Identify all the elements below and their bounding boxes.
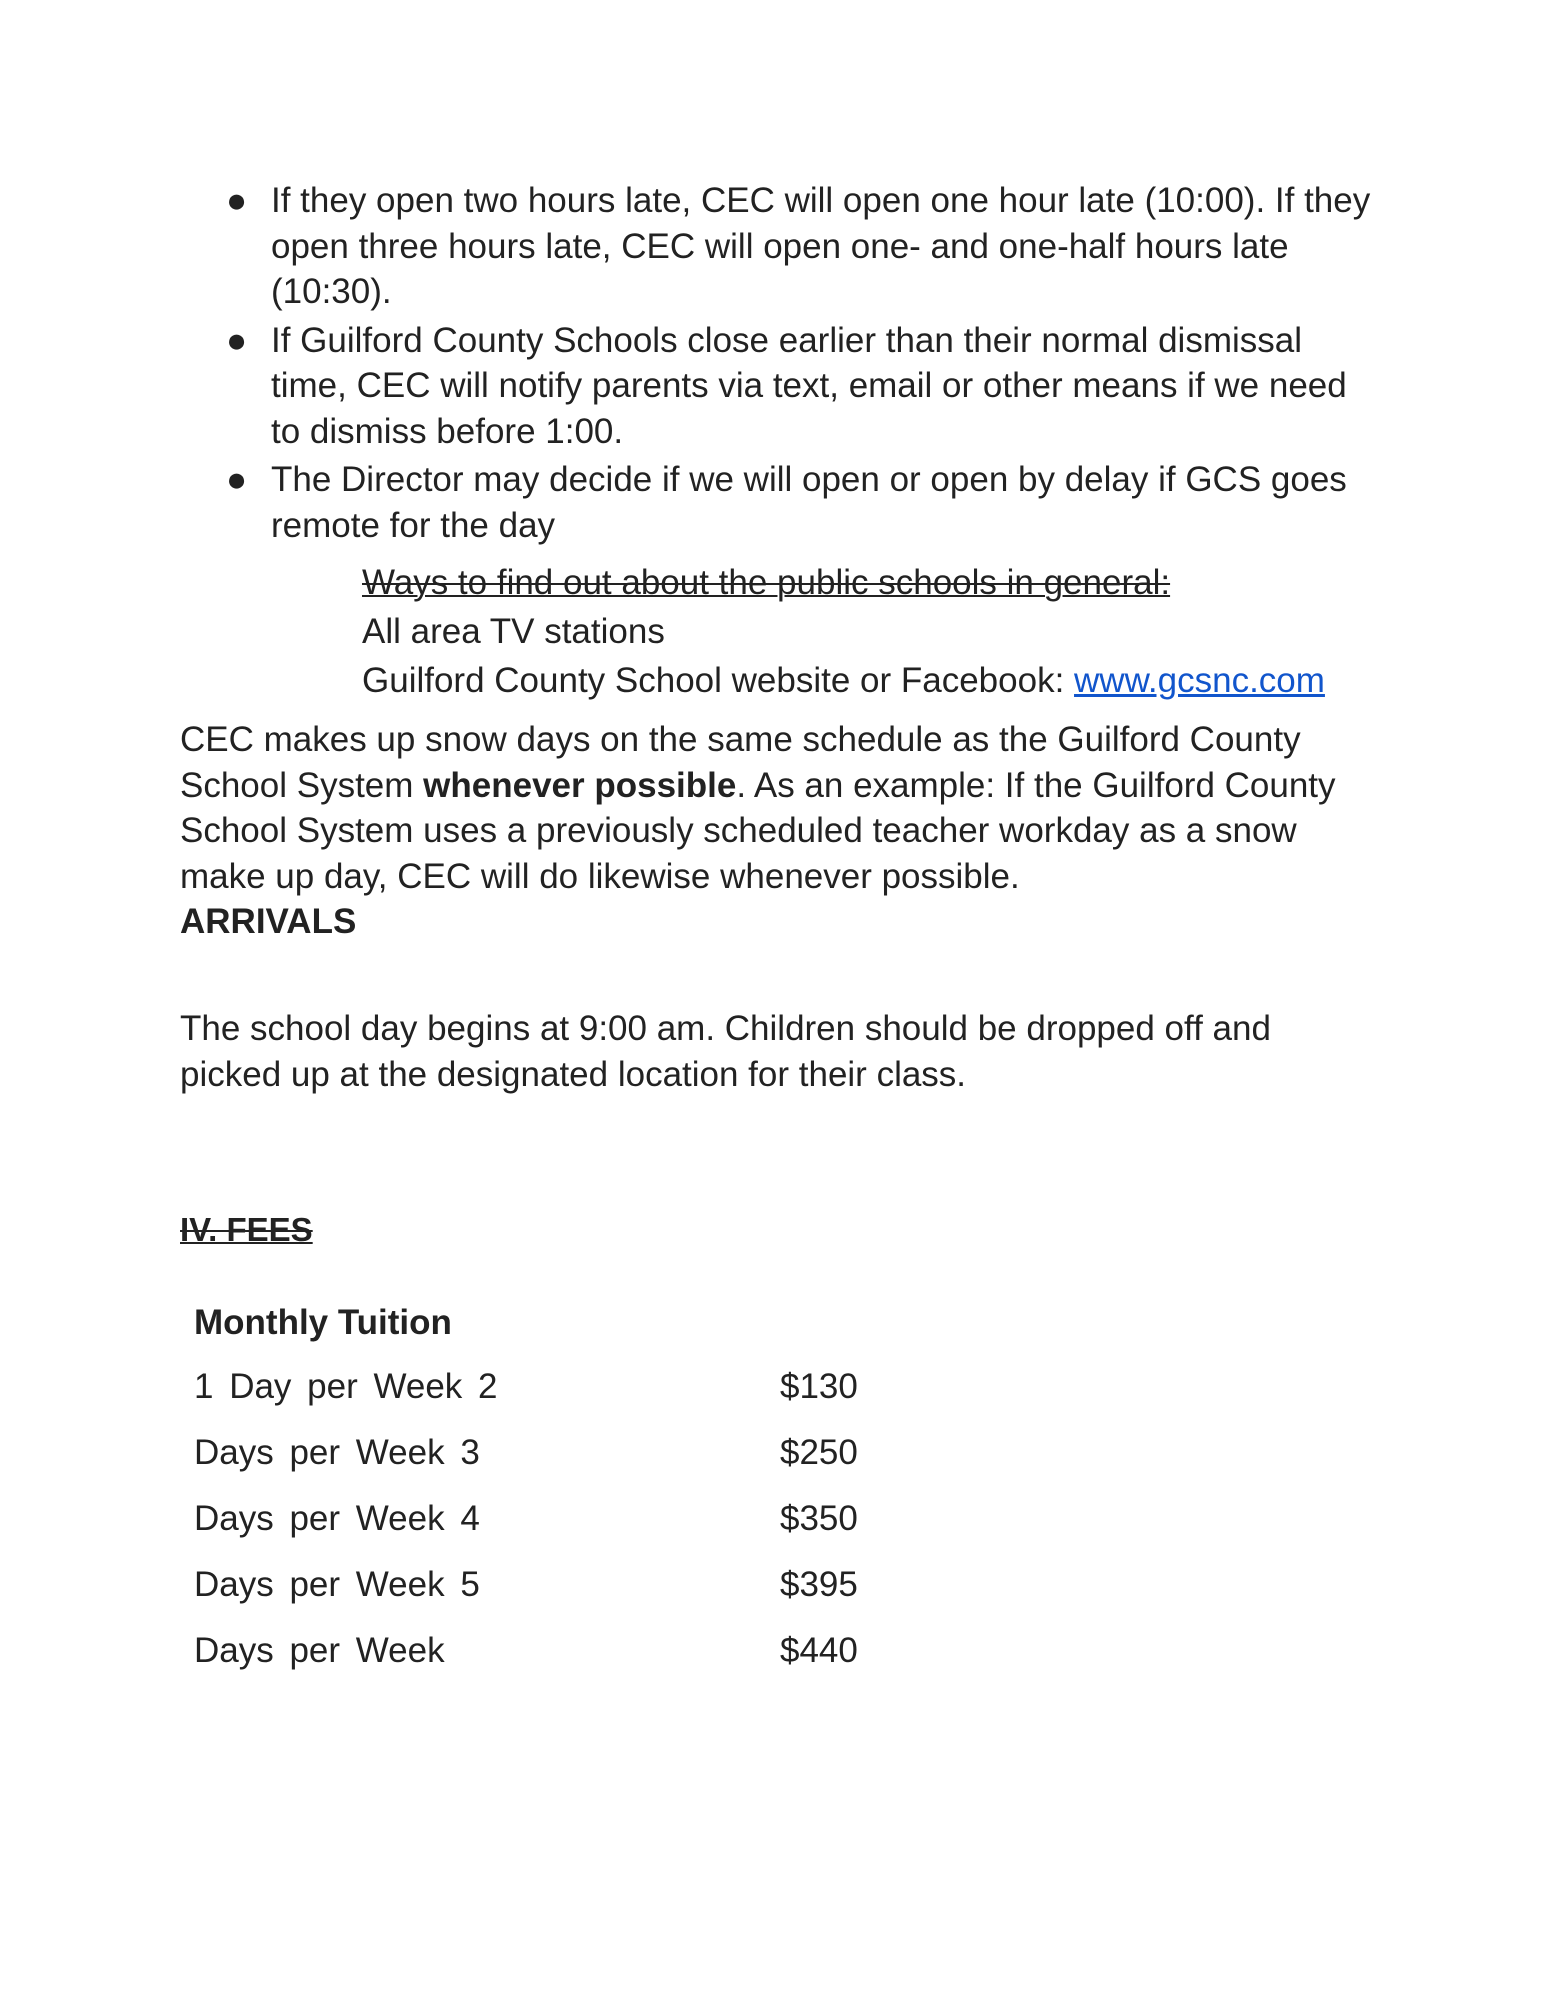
bullet-text: If Guilford County Schools close earlier than their normal dismissal time, CEC will notify parents via text, email or other means if we need to dismiss before 1:00. [271,320,1347,451]
fee-amount: $440 [780,1631,858,1670]
bullet-text: The Director may decide if we will open or open by delay if GCS goes remote for the day [271,460,1347,545]
fees-heading: IV. FEES [180,1211,313,1248]
table-row [194,1564,894,1630]
fee-amount: $250 [780,1433,858,1472]
website-prefix: Guilford County School website or Facebook: [362,661,1075,700]
fee-label: Days per Week 3 [194,1433,480,1472]
list-item [226,457,1376,548]
gcsnc-link[interactable]: www.gcsnc.com [1074,661,1325,700]
fee-label: 1 Day per Week 2 [194,1367,498,1406]
bullet-icon: ● [226,181,248,220]
list-item [226,318,1376,455]
table-row [194,1630,894,1696]
arrivals-paragraph: The school day begins at 9:00 am. Children should be dropped off and picked up at the designated location for their class. [180,1009,1271,1094]
tuition-table [194,1366,894,1696]
list-item [226,178,1376,315]
table-row [194,1498,894,1564]
snow-text-part1: CEC makes up snow days on the same schedule as the Guilford County School System [180,720,1301,805]
snow-text-part2: . As an example: If the Guilford County School System uses a previously scheduled teacher workday as a snow make up day, CEC will do likewise whenever possible. [180,765,1336,896]
bullet-text: If they open two hours late, CEC will open one hour late (10:00). If they open three hours late, CEC will open one- and one-half hours late (10:30). [271,181,1371,311]
table-row [194,1366,894,1432]
fee-amount: $350 [780,1499,858,1538]
website-line [362,656,1462,705]
ways-heading: Ways to find out about the public schools in general: [362,563,1171,602]
fee-amount: $395 [780,1565,858,1604]
fee-label: Days per Week [194,1631,445,1670]
snow-text-bold: whenever possible [423,765,737,805]
delay-bullet-list [226,178,1376,551]
public-school-info [362,558,1462,705]
monthly-tuition-heading: Monthly Tuition [194,1303,452,1342]
arrivals-heading: ARRIVALS [180,902,357,941]
fee-label: Days per Week 4 [194,1499,480,1538]
fee-amount: $130 [780,1367,858,1406]
fee-label: Days per Week 5 [194,1565,480,1604]
tv-stations-text: All area TV stations [362,612,665,651]
bullet-icon: ● [226,320,248,360]
table-row [194,1432,894,1498]
bullet-icon: ● [226,460,248,499]
snow-days-paragraph [180,717,1360,899]
